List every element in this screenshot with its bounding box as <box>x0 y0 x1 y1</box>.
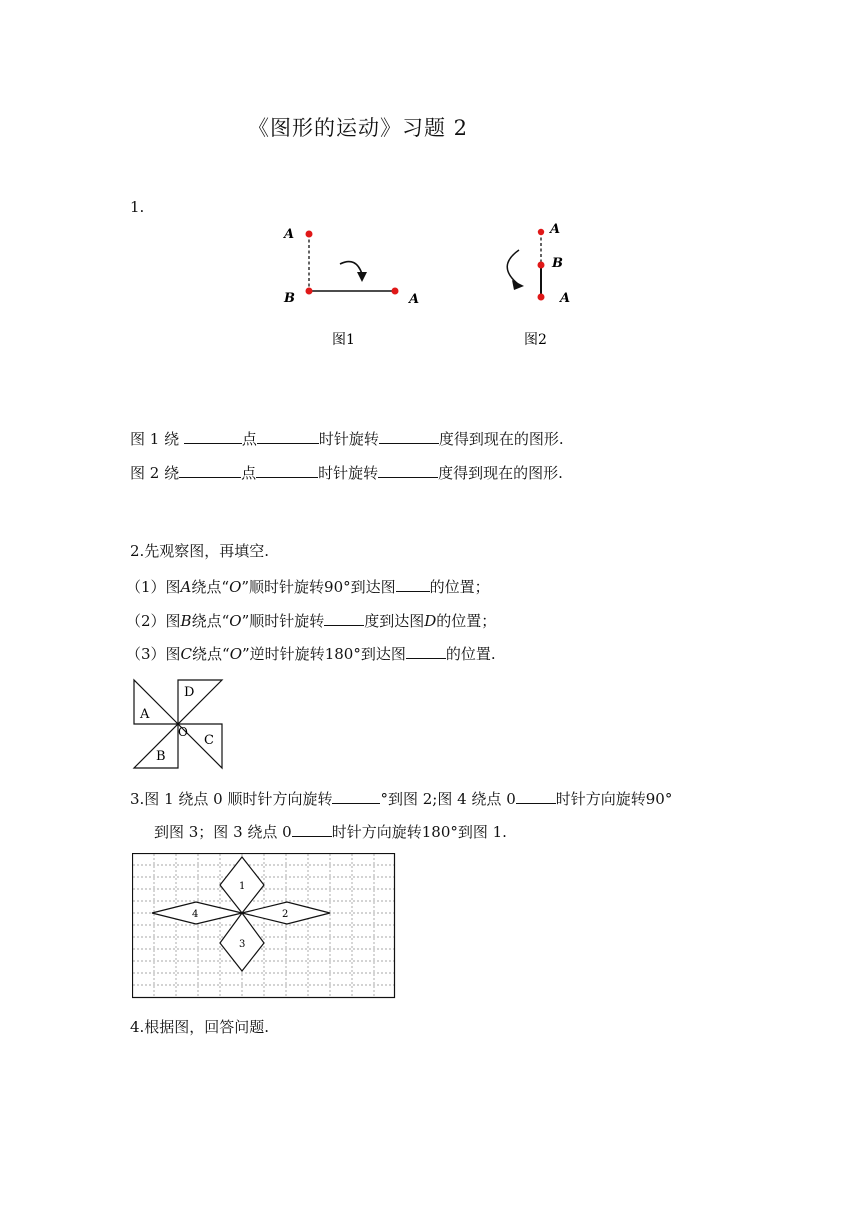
text: 180° <box>421 823 458 841</box>
label-4: 4 <box>192 909 199 920</box>
figure-2-caption: 图2 <box>524 332 547 348</box>
answer-blank[interactable] <box>378 463 438 478</box>
q2-sentence-2 <box>126 610 496 631</box>
text: 90° <box>645 790 673 808</box>
q3-grid-figure <box>132 853 396 999</box>
text: （2）图 <box>126 612 181 630</box>
arrowhead-icon <box>357 272 367 282</box>
text: （3）图 <box>126 645 181 663</box>
text: 度得到现在的图形. <box>438 430 564 448</box>
var: O <box>229 645 243 663</box>
label-a-top: A <box>284 227 295 242</box>
q1-figure-1 <box>282 227 419 348</box>
point-b <box>306 288 313 295</box>
q2-heading: 2.先观察图，再填空. <box>130 542 270 560</box>
q1-figures <box>270 214 590 364</box>
text: 3.图 1 绕点 0 顺时针方向旋转 <box>130 790 333 808</box>
grid <box>133 854 394 997</box>
label-3: 3 <box>239 939 246 950</box>
text: 时针方向旋转 <box>331 823 422 841</box>
text: 到图 1. <box>457 823 507 841</box>
text: 的位置； <box>429 578 490 596</box>
answer-blank[interactable] <box>184 429 242 444</box>
answer-blank[interactable] <box>379 429 439 444</box>
point-a-rotated <box>538 294 545 301</box>
label-b: B <box>552 256 563 271</box>
point-a-original <box>306 231 313 238</box>
q1-number: 1. <box>130 198 145 216</box>
var: D <box>424 612 437 630</box>
point-b <box>538 262 545 269</box>
text: 的位置； <box>436 612 497 630</box>
label-a-top: A <box>550 222 561 237</box>
text: °到图 2;图 4 绕点 0 <box>380 790 516 808</box>
label-2: 2 <box>282 909 289 920</box>
var: A <box>180 578 192 596</box>
text: 绕点“ <box>192 645 230 663</box>
text: 时针方向旋转 <box>555 790 646 808</box>
point-a-rotated <box>392 288 399 295</box>
label-c: C <box>204 733 214 748</box>
q1-line-2 <box>130 462 563 483</box>
label-b: B <box>156 749 166 764</box>
text: 点 <box>241 430 257 448</box>
text: 图 2 绕 <box>130 464 180 482</box>
q1-figure-2 <box>507 222 570 348</box>
var: O <box>229 578 242 596</box>
label-1: 1 <box>239 881 246 892</box>
label-a-right: A <box>409 292 420 307</box>
text: 点 <box>241 464 257 482</box>
label-a: A <box>140 707 150 722</box>
q1-line-1 <box>130 428 564 449</box>
label-o: O <box>178 725 188 739</box>
point-a-original <box>538 229 544 235</box>
rotation-arrow-icon <box>507 250 519 284</box>
text: 90° <box>324 578 351 596</box>
text: 到达图 <box>360 645 406 663</box>
var: O <box>229 612 242 630</box>
q4-heading: 4.根据图，回答问题. <box>130 1018 270 1036</box>
text: 图 1 绕 <box>130 430 184 448</box>
answer-blank[interactable] <box>516 789 556 804</box>
answer-blank[interactable] <box>332 789 380 804</box>
var: B <box>180 612 192 630</box>
text: 到达图 <box>350 578 396 596</box>
arrowhead-icon <box>512 280 524 290</box>
answer-blank[interactable] <box>406 644 446 659</box>
q3-line-2 <box>154 821 507 842</box>
label-a-bottom: A <box>560 291 571 306</box>
text: ”顺时针旋转 <box>241 612 325 630</box>
answer-blank[interactable] <box>257 429 319 444</box>
grid-border <box>133 854 395 998</box>
answer-blank[interactable] <box>256 463 318 478</box>
text: 绕点“ <box>191 578 230 596</box>
text: （1）图 <box>126 578 181 596</box>
text: 度得到现在的图形. <box>438 464 563 482</box>
text: 绕点“ <box>191 612 230 630</box>
answer-blank[interactable] <box>179 463 241 478</box>
text: 180° <box>324 645 361 663</box>
var: C <box>180 645 193 663</box>
text: 时针旋转 <box>318 430 379 448</box>
text: 时针旋转 <box>318 464 379 482</box>
text: ”逆时针旋转 <box>242 645 325 663</box>
q2-pinwheel-figure <box>132 678 226 772</box>
answer-blank[interactable] <box>292 822 332 837</box>
page-title: 《图形的运动》习题 2 <box>248 116 469 140</box>
text: 到图 3；图 3 绕点 0 <box>154 823 292 841</box>
text: 的位置. <box>445 645 496 663</box>
label-b: B <box>284 291 295 306</box>
label-d: D <box>184 685 195 700</box>
answer-blank[interactable] <box>396 577 430 592</box>
figure-1-caption: 图1 <box>332 332 355 348</box>
q2-sentence-3 <box>126 643 496 664</box>
answer-blank[interactable] <box>324 611 364 626</box>
q3-line-1 <box>130 788 672 809</box>
text: ”顺时针旋转 <box>241 578 325 596</box>
text: 度到达图 <box>364 612 425 630</box>
q2-sentence-1 <box>126 576 490 597</box>
